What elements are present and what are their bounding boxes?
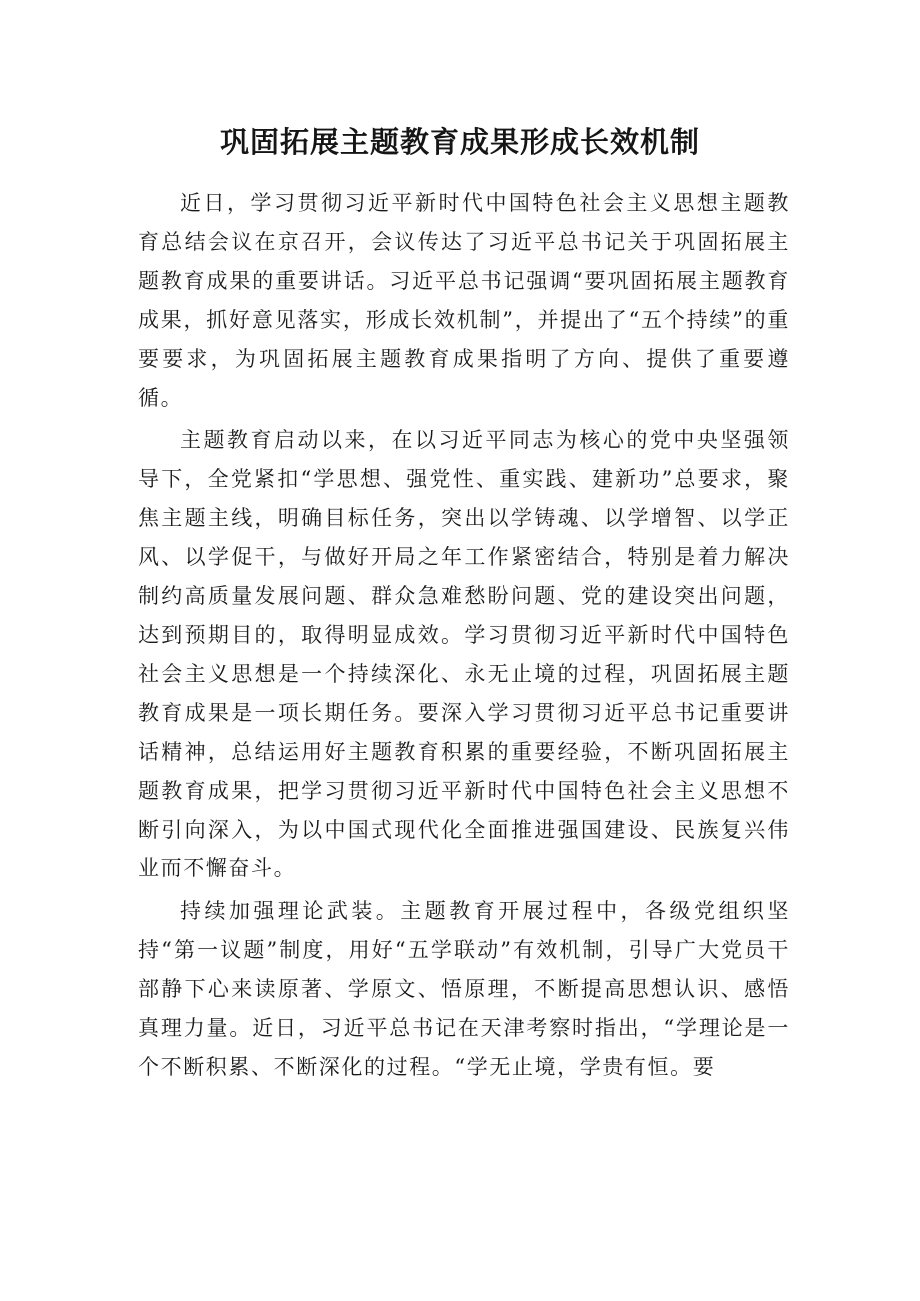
paragraph-2: 主题教育启动以来，在以习近平同志为核心的党中央坚强领导下，全党紧扣“学思想、强党性、重实践、建新功”总要求，聚焦主题主线，明确目标任务，突出以学铸魂、以学增智、以学正风、以学促干，与做好开局之年工作紧密结合，特别是着力解决制约高质量发展问题、群众急难愁盼问题、党的建设突出问题，达到预期目的，取得明显成效。学习贯彻习近平新时代中国特色社会主义思想是一个持续深化、永无止境的过程，巩固拓展主题教育成果是一项长期任务。要深入学习贯彻习近平总书记重要讲话精神，总结运用好主题教育积累的重要经验，不断巩固拓展主题教育成果，把学习贯彻习近平新时代中国特色社会主义思想不断引向深入，为以中国式现代化全面推进强国建设、民族复兴伟业而不懈奋斗。 <box>138 428 790 881</box>
paragraph-3: 持续加强理论武装。主题教育开展过程中，各级党组织坚持“第一议题”制度，用好“五学联动”有效机制，引导广大党员干部静下心来读原著、学原文、悟原理，不断提高思想认识、感悟真理力量。近日，习近平总书记在天津考察时指出，“学理论是一个不断积累、不断深化的过程。“学无止境，学贵有恒。要 <box>138 899 790 1079</box>
document-body <box>138 184 790 1091</box>
document-title: 巩固拓展主题教育成果形成长效机制 <box>219 125 700 159</box>
paragraph-1: 近日，学习贯彻习近平新时代中国特色社会主义思想主题教育总结会议在京召开，会议传达了习近平总书记关于巩固拓展主题教育成果的重要讲话。习近平总书记强调“要巩固拓展主题教育成果，抓好意见落实，形成长效机制”，并提出了“五个持续”的重要要求，为巩固拓展主题教育成果指明了方向、提供了重要遵循。 <box>138 191 790 410</box>
